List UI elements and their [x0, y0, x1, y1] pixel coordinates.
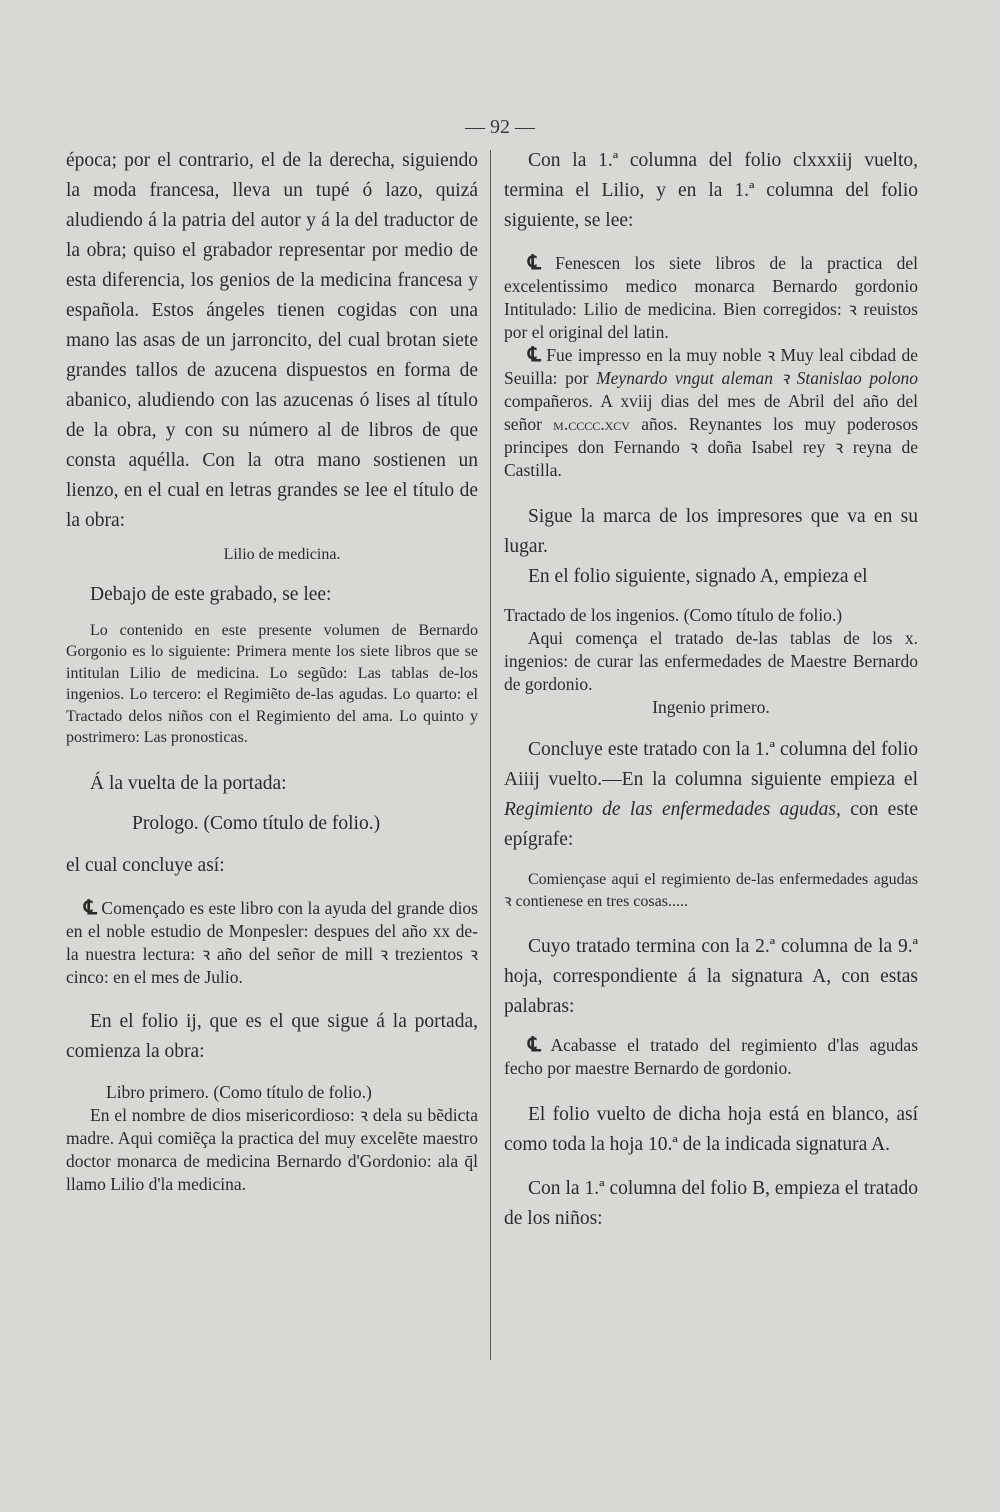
- quote-impresso-text-2: compañeros. A xviij dias del mes de Abril del año del señor: [504, 391, 918, 434]
- regimiento-title: Regimiento de las enfermedades agudas,: [504, 799, 841, 820]
- quote-acabasse: [504, 1034, 918, 1080]
- column-divider: [490, 150, 491, 1360]
- quote-contenido: Lo contenido en este presente volumen de Bernardo Gorgonio es lo siguiente: Primera mente los siete libros que se intitulan Lilio de medicina. Lo segũdo: Las tablas de-los ingenios. Lo tercero: el Regimiẽto de-las agudas. Lo quarto: el Tractado delos niños con el Regimiento del ama. Lo quinto y postrimero: Las pronosticas.: [66, 621, 478, 746]
- quote-aqui-comenca: Aqui comença el tratado de-las tablas de los x. ingenios: de curar las enfermedades de Maestre Bernardo de gordonio.: [504, 628, 918, 694]
- pilcrow-icon: ℄: [528, 344, 541, 366]
- paragraph-folio-b: Con la 1.ª columna del folio B, empieza el tratado de los niños:: [504, 1178, 918, 1229]
- concluye-text: Concluye este tratado con la 1.ª columna del folio Aiiij vuelto.—En la columna siguiente empieza el: [504, 739, 918, 790]
- paragraph-epoca: época; por el contrario, el de la derecha, siguiendo la moda francesa, lleva un tupé ó lazo, quizá aludiendo á la patria del autor y á la del traductor de la obra; quiso el grabador representar por medio de esta diferencia, los genios de la medicina francesa y española. Estos ángeles tienen cogidas con una mano las asas de un jarroncito, del cual brotan siete grandes tallos de azucena dispuestos en forma de abanico, aludiendo con las azucenas ó lises al título de la obra, y con su número al de libros de que consta aquélla. Con la otra mano sostienen un lienzo, en el cual en letras grandes se lee el título de la obra:: [66, 150, 478, 531]
- year-roman: m.cccc.xcv: [553, 414, 630, 434]
- concluye-text-2: con este epígrafe:: [504, 799, 918, 850]
- ingenio-primero: Ingenio primero.: [652, 697, 770, 717]
- pilcrow-icon: ℄: [84, 896, 97, 919]
- quote-fenescen-text: Fenescen los siete libros de la practica del excelentissimo medico monarca Bernardo gordonio Intitulado: Lilio de medicina. Bien corregidos: ꝛ reuistos por el original del latin.: [504, 253, 918, 342]
- paragraph-folio-vuelto: El folio vuelto de dicha hoja está en blanco, así como toda la hoja 10.ª de la indicada signatura A.: [504, 1104, 918, 1155]
- quote-nombre-dios: En el nombre de dios misericordioso: ꝛ dela su bẽdicta madre. Aqui comiẽça la practica del muy excelẽte maestro doctor monarca de medicina Bernardo d'Gordonio: ala q̄l llamo Lilio d'la medicina.: [66, 1104, 478, 1194]
- paragraph-concluye-tratado: [504, 735, 918, 855]
- paragraph-sigue: Sigue la marca de los impresores que va en su lugar.: [504, 506, 918, 557]
- quote-impresso-text: Fue impresso en la muy noble ꝛ Muy leal cibdad de Seuilla: por: [504, 345, 919, 388]
- libro-primero-title: Libro primero. (Como título de folio.): [106, 1081, 372, 1102]
- left-column: [66, 146, 478, 1196]
- quote-impresso: [504, 344, 918, 482]
- pilcrow-icon: ℄: [528, 1034, 541, 1056]
- prologo-title: Prologo. (Como título de folio.): [132, 812, 381, 834]
- paragraph-debajo: Debajo de este grabado, se lee:: [90, 583, 332, 605]
- quote-fenescen: [504, 252, 918, 344]
- quote-comencado-text: Començado es este libro con la ayuda del grande dios en el noble estudio de Monpesler: despues del año xx de-la nuestra lectura: ꝛ año del señor de mill ꝛ trezientos ꝛ cinco: en el mes de Julio.: [66, 897, 478, 987]
- page-number: — 92 —: [465, 116, 535, 138]
- right-column: [504, 146, 918, 1234]
- paragraph-con-la: Con la 1.ª columna del folio clxxxiij vuelto, termina el Lilio, y en la 1.ª columna del folio siguiente, se lee:: [504, 150, 918, 231]
- quote-comiencase: Comiençase aqui el regimiento de-las enfermedades agudas ꝛ contienese en tres cosas.....: [504, 871, 918, 910]
- lilio-title: Lilio de medicina.: [223, 546, 341, 563]
- tractado-title: Tractado de los ingenios. (Como título de folio.): [504, 605, 843, 625]
- printer-names: Meynardo vngut aleman ꝛ Stanislao polono: [596, 368, 918, 388]
- paragraph-folio-a: En el folio siguiente, signado A, empieza el: [528, 566, 868, 587]
- quote-comencado: [66, 897, 478, 989]
- paragraph-vuelta: Á la vuelta de la portada:: [90, 772, 287, 794]
- quote-impresso-text-3: años. Reynantes los muy poderosos principes don Fernando ꝛ doña Isabel rey ꝛ reyna de Castilla.: [504, 414, 919, 480]
- quote-acabasse-text: Acabasse el tratado del regimiento d'las agudas fecho por maestre Bernardo de gordonio.: [504, 1035, 918, 1078]
- paragraph-concluye: el cual concluye así:: [66, 854, 225, 876]
- paragraph-folio-ij: En el folio ij, que es el que sigue á la portada, comienza la obra:: [66, 1010, 478, 1062]
- paragraph-cuyo: Cuyo tratado termina con la 2.ª columna de la 9.ª hoja, correspondiente á la signatura A, con estas palabras:: [504, 936, 918, 1017]
- pilcrow-icon: ℄: [528, 252, 541, 274]
